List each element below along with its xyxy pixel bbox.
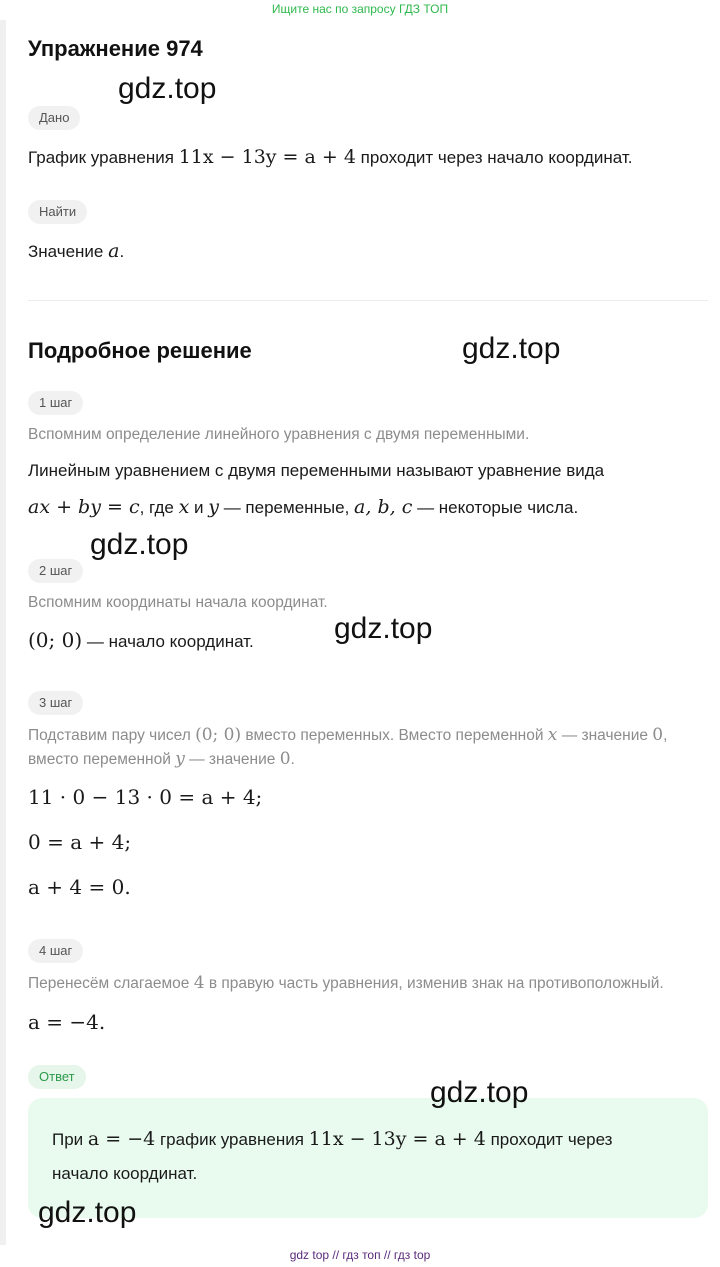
given-formula: 11x − 13y = a + 4	[178, 146, 356, 168]
step-3-hint-zero: 0	[652, 725, 664, 745]
page-title: Упражнение 974	[28, 36, 203, 61]
step-1-badge: 1 шаг	[28, 391, 83, 415]
step-1-text-and: и	[189, 498, 209, 517]
step-4-hint-pre: Перенесём слагаемое	[28, 975, 194, 992]
answer-badge: Ответ	[28, 1065, 86, 1089]
find-text	[28, 240, 124, 262]
given-text	[28, 146, 632, 168]
step-1-formula: ax + by = c	[28, 496, 140, 518]
step-3-hint-x: x	[547, 725, 558, 745]
footer-links[interactable]: gdz top // гдз топ // гдз top	[289, 1248, 431, 1262]
step-3-hint-line2	[28, 749, 295, 769]
step-3-hint2-pre: вместо переменной	[28, 751, 176, 768]
step-2-text-post: — начало координат.	[82, 632, 254, 651]
step-2-formula: (0; 0)	[28, 628, 83, 652]
step-4-hint-post: в правую часть уравнения, изменив знак на противоположный.	[204, 975, 664, 992]
step-4-equation: a = −4.	[28, 1010, 106, 1034]
watermark: gdz.top	[430, 1076, 529, 1109]
step-1-hint: Вспомним определение линейного уравнения с двумя переменными.	[28, 426, 530, 443]
step-1-text-mid1: , где	[139, 498, 179, 517]
given-text-post: проходит через начало координат.	[355, 148, 633, 167]
step-3-badge: 3 шаг	[28, 691, 83, 715]
find-formula: a	[108, 240, 120, 262]
step-3-hint-line1	[28, 725, 667, 745]
answer-formula-1: a = −4	[87, 1128, 156, 1150]
step-3-equation-1: 11 · 0 − 13 · 0 = a + 4;	[28, 785, 263, 809]
find-badge: Найти	[28, 200, 87, 224]
step-1-text-mid2: — переменные,	[218, 498, 355, 517]
step-2-badge: 2 шаг	[28, 559, 83, 583]
step-3-hint2-mid: — значение	[184, 751, 280, 768]
answer-text-pre: При	[52, 1130, 88, 1149]
watermark: gdz.top	[118, 72, 217, 105]
step-1-var-x: x	[178, 496, 190, 518]
given-text-pre: График уравнения	[28, 148, 179, 167]
step-3-hint2-end: .	[290, 751, 295, 768]
step-2-hint: Вспомним координаты начала координат.	[28, 594, 328, 611]
watermark: gdz.top	[90, 528, 189, 561]
watermark: gdz.top	[38, 1196, 137, 1229]
top-banner: Ищите нас по запросу ГДЗ ТОП	[271, 2, 449, 16]
section-divider	[28, 300, 708, 301]
step-3-hint-mid: вместо переменных. Вместо переменной	[241, 727, 548, 744]
step-3-hint-mid2: — значение	[557, 727, 653, 744]
find-text-post: .	[119, 242, 125, 261]
step-3-hint-end: ,	[663, 727, 668, 744]
answer-text-post: проходит через	[485, 1130, 613, 1149]
answer-text-mid: график уравнения	[155, 1130, 309, 1149]
answer-formula-2: 11x − 13y = a + 4	[308, 1128, 486, 1150]
answer-line-1	[52, 1128, 612, 1150]
step-3-hint-pre: Подставим пару чисел	[28, 727, 196, 744]
step-1-line1: Линейным уравнением с двумя переменными называют уравнение вида	[28, 461, 605, 480]
step-3-equation-3: a + 4 = 0.	[28, 875, 131, 899]
step-1-var-y: y	[208, 496, 219, 518]
watermark: gdz.top	[462, 332, 561, 365]
step-1-coeffs: a, b, c	[354, 496, 413, 518]
left-border	[0, 20, 6, 1245]
step-3-hint2-zero: 0	[279, 749, 291, 769]
solution-title: Подробное решение	[28, 338, 252, 363]
given-badge: Дано	[28, 106, 80, 130]
step-3-hint-pair: (0; 0)	[195, 725, 242, 745]
answer-line-2: начало координат.	[52, 1164, 198, 1183]
step-1-line2	[28, 496, 578, 518]
step-3-equation-2: 0 = a + 4;	[28, 830, 132, 854]
step-4-hint-num: 4	[193, 973, 205, 993]
watermark: gdz.top	[334, 612, 433, 645]
step-1-text-post: — некоторые числа.	[412, 498, 579, 517]
step-4-hint	[28, 973, 664, 993]
step-2-line	[28, 628, 254, 652]
step-4-badge: 4 шаг	[28, 939, 83, 963]
find-text-pre: Значение	[28, 242, 109, 261]
step-3-hint2-y: y	[175, 749, 185, 769]
